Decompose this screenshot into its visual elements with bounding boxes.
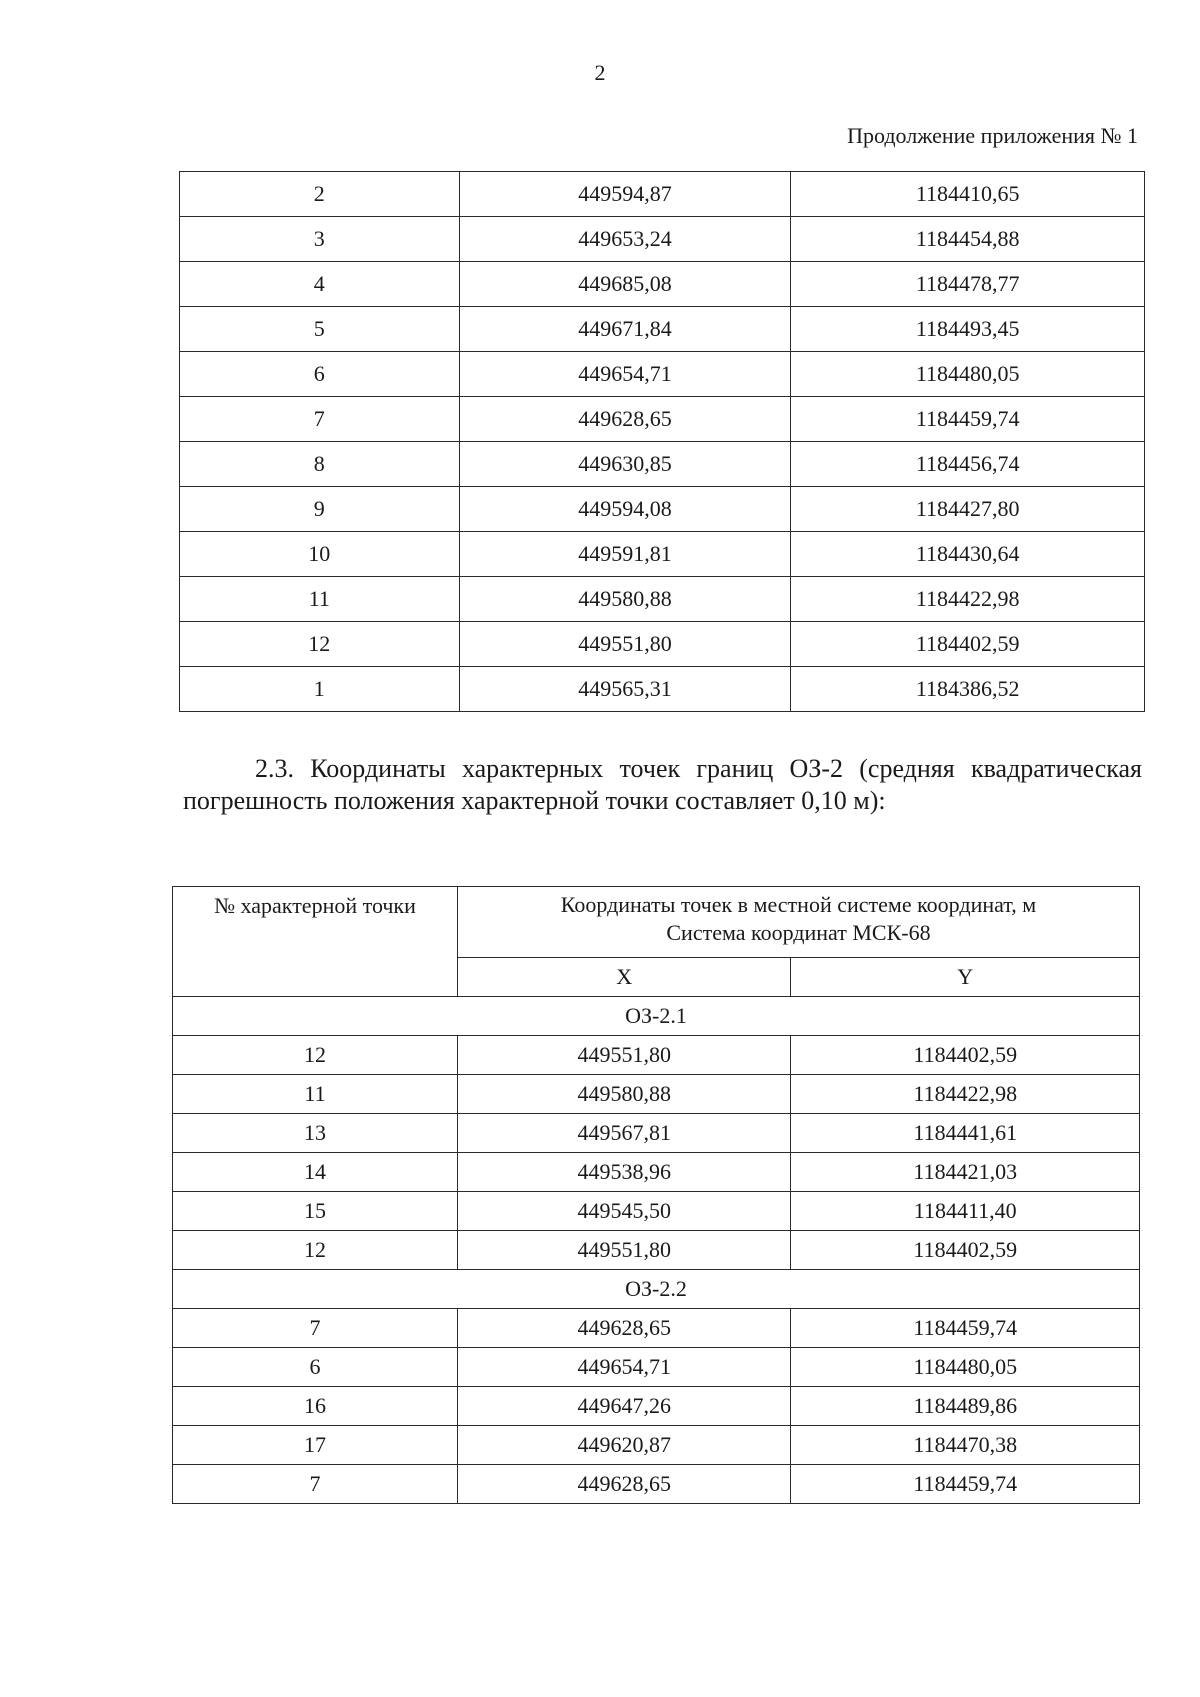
x-coordinate-cell: 449628,65 xyxy=(459,397,791,442)
y-coordinate-cell: 1184459,74 xyxy=(791,397,1145,442)
header-coordinates-line2: Система координат МСК-68 xyxy=(666,920,931,945)
continuation-label: Продолжение приложения № 1 xyxy=(847,123,1138,148)
point-number-cell: 17 xyxy=(173,1426,458,1465)
point-number-cell: 8 xyxy=(180,442,460,487)
page-number: 2 xyxy=(594,60,606,85)
point-number-cell: 4 xyxy=(180,262,460,307)
header-y: Y xyxy=(791,958,1140,997)
table-row xyxy=(180,532,1145,577)
x-coordinate-cell: 449551,80 xyxy=(459,622,791,667)
y-coordinate-cell: 1184386,52 xyxy=(791,667,1145,712)
x-coordinate-cell: 449630,85 xyxy=(459,442,791,487)
point-number-cell: 10 xyxy=(180,532,460,577)
table-row xyxy=(180,352,1145,397)
group-row xyxy=(173,1270,1140,1309)
point-number-cell: 7 xyxy=(173,1309,458,1348)
y-coordinate-cell: 1184454,88 xyxy=(791,217,1145,262)
point-number-cell: 9 xyxy=(180,487,460,532)
point-number-cell: 5 xyxy=(180,307,460,352)
point-number-cell: 6 xyxy=(180,352,460,397)
y-coordinate-cell: 1184402,59 xyxy=(791,1231,1140,1270)
point-number-cell: 11 xyxy=(173,1075,458,1114)
header-point-number: № характерной точки xyxy=(173,887,458,997)
x-coordinate-cell: 449567,81 xyxy=(457,1114,791,1153)
x-coordinate-cell: 449628,65 xyxy=(457,1309,791,1348)
table-row xyxy=(180,442,1145,487)
y-coordinate-cell: 1184456,74 xyxy=(791,442,1145,487)
table-row xyxy=(180,262,1145,307)
table-row xyxy=(180,397,1145,442)
table-row xyxy=(173,1426,1140,1465)
point-number-cell: 14 xyxy=(173,1153,458,1192)
table-row xyxy=(180,172,1145,217)
y-coordinate-cell: 1184422,98 xyxy=(791,1075,1140,1114)
table-row xyxy=(173,1348,1140,1387)
y-coordinate-cell: 1184459,74 xyxy=(791,1465,1140,1504)
table-row xyxy=(173,1231,1140,1270)
x-coordinate-cell: 449545,50 xyxy=(457,1192,791,1231)
table-row xyxy=(180,217,1145,262)
x-coordinate-cell: 449654,71 xyxy=(457,1348,791,1387)
point-number-cell: 6 xyxy=(173,1348,458,1387)
table-row xyxy=(173,1192,1140,1231)
table-row xyxy=(180,667,1145,712)
header-row xyxy=(173,887,1140,958)
x-coordinate-cell: 449551,80 xyxy=(457,1036,791,1075)
coordinates-table-oz1 xyxy=(179,171,1145,712)
header-coordinates-line1: Координаты точек в местной системе координат, м xyxy=(560,892,1037,917)
table-row xyxy=(173,1309,1140,1348)
x-coordinate-cell: 449580,88 xyxy=(457,1075,791,1114)
x-coordinate-cell: 449647,26 xyxy=(457,1387,791,1426)
x-coordinate-cell: 449671,84 xyxy=(459,307,791,352)
table-row xyxy=(180,622,1145,667)
x-coordinate-cell: 449565,31 xyxy=(459,667,791,712)
y-coordinate-cell: 1184421,03 xyxy=(791,1153,1140,1192)
point-number-cell: 12 xyxy=(180,622,460,667)
table-row xyxy=(180,487,1145,532)
point-number-cell: 7 xyxy=(173,1465,458,1504)
point-number-cell: 12 xyxy=(173,1231,458,1270)
y-coordinate-cell: 1184422,98 xyxy=(791,577,1145,622)
x-coordinate-cell: 449628,65 xyxy=(457,1465,791,1504)
y-coordinate-cell: 1184493,45 xyxy=(791,307,1145,352)
point-number-cell: 3 xyxy=(180,217,460,262)
x-coordinate-cell: 449580,88 xyxy=(459,577,791,622)
x-coordinate-cell: 449653,24 xyxy=(459,217,791,262)
table-row xyxy=(180,307,1145,352)
point-number-cell: 12 xyxy=(173,1036,458,1075)
point-number-cell: 1 xyxy=(180,667,460,712)
y-coordinate-cell: 1184480,05 xyxy=(791,352,1145,397)
point-number-cell: 16 xyxy=(173,1387,458,1426)
x-coordinate-cell: 449594,87 xyxy=(459,172,791,217)
y-coordinate-cell: 1184459,74 xyxy=(791,1309,1140,1348)
y-coordinate-cell: 1184478,77 xyxy=(791,262,1145,307)
table-row xyxy=(173,1465,1140,1504)
y-coordinate-cell: 1184410,65 xyxy=(791,172,1145,217)
table-row xyxy=(180,577,1145,622)
x-coordinate-cell: 449620,87 xyxy=(457,1426,791,1465)
table-row xyxy=(173,1387,1140,1426)
point-number-cell: 2 xyxy=(180,172,460,217)
y-coordinate-cell: 1184480,05 xyxy=(791,1348,1140,1387)
y-coordinate-cell: 1184489,86 xyxy=(791,1387,1140,1426)
y-coordinate-cell: 1184470,38 xyxy=(791,1426,1140,1465)
y-coordinate-cell: 1184402,59 xyxy=(791,622,1145,667)
header-x: X xyxy=(457,958,791,997)
x-coordinate-cell: 449591,81 xyxy=(459,532,791,577)
point-number-cell: 13 xyxy=(173,1114,458,1153)
section-text: 2.3. Координаты характерных точек границ ОЗ-2 (средняя квадратическая погрешность положения характерной точки составляет 0,10 м): xyxy=(183,754,1142,815)
table-row xyxy=(173,1075,1140,1114)
y-coordinate-cell: 1184402,59 xyxy=(791,1036,1140,1075)
table-row xyxy=(173,1114,1140,1153)
x-coordinate-cell: 449654,71 xyxy=(459,352,791,397)
y-coordinate-cell: 1184411,40 xyxy=(791,1192,1140,1231)
coordinates-table-oz2 xyxy=(172,886,1140,1504)
x-coordinate-cell: 449551,80 xyxy=(457,1231,791,1270)
y-coordinate-cell: 1184427,80 xyxy=(791,487,1145,532)
table-row xyxy=(173,1036,1140,1075)
point-number-cell: 7 xyxy=(180,397,460,442)
x-coordinate-cell: 449594,08 xyxy=(459,487,791,532)
table-row xyxy=(173,1153,1140,1192)
section-paragraph xyxy=(183,753,1142,817)
point-number-cell: 15 xyxy=(173,1192,458,1231)
y-coordinate-cell: 1184441,61 xyxy=(791,1114,1140,1153)
group-title: ОЗ-2.1 xyxy=(173,997,1140,1036)
header-coordinates xyxy=(457,887,1139,958)
x-coordinate-cell: 449538,96 xyxy=(457,1153,791,1192)
group-row xyxy=(173,997,1140,1036)
point-number-cell: 11 xyxy=(180,577,460,622)
group-title: ОЗ-2.2 xyxy=(173,1270,1140,1309)
x-coordinate-cell: 449685,08 xyxy=(459,262,791,307)
y-coordinate-cell: 1184430,64 xyxy=(791,532,1145,577)
